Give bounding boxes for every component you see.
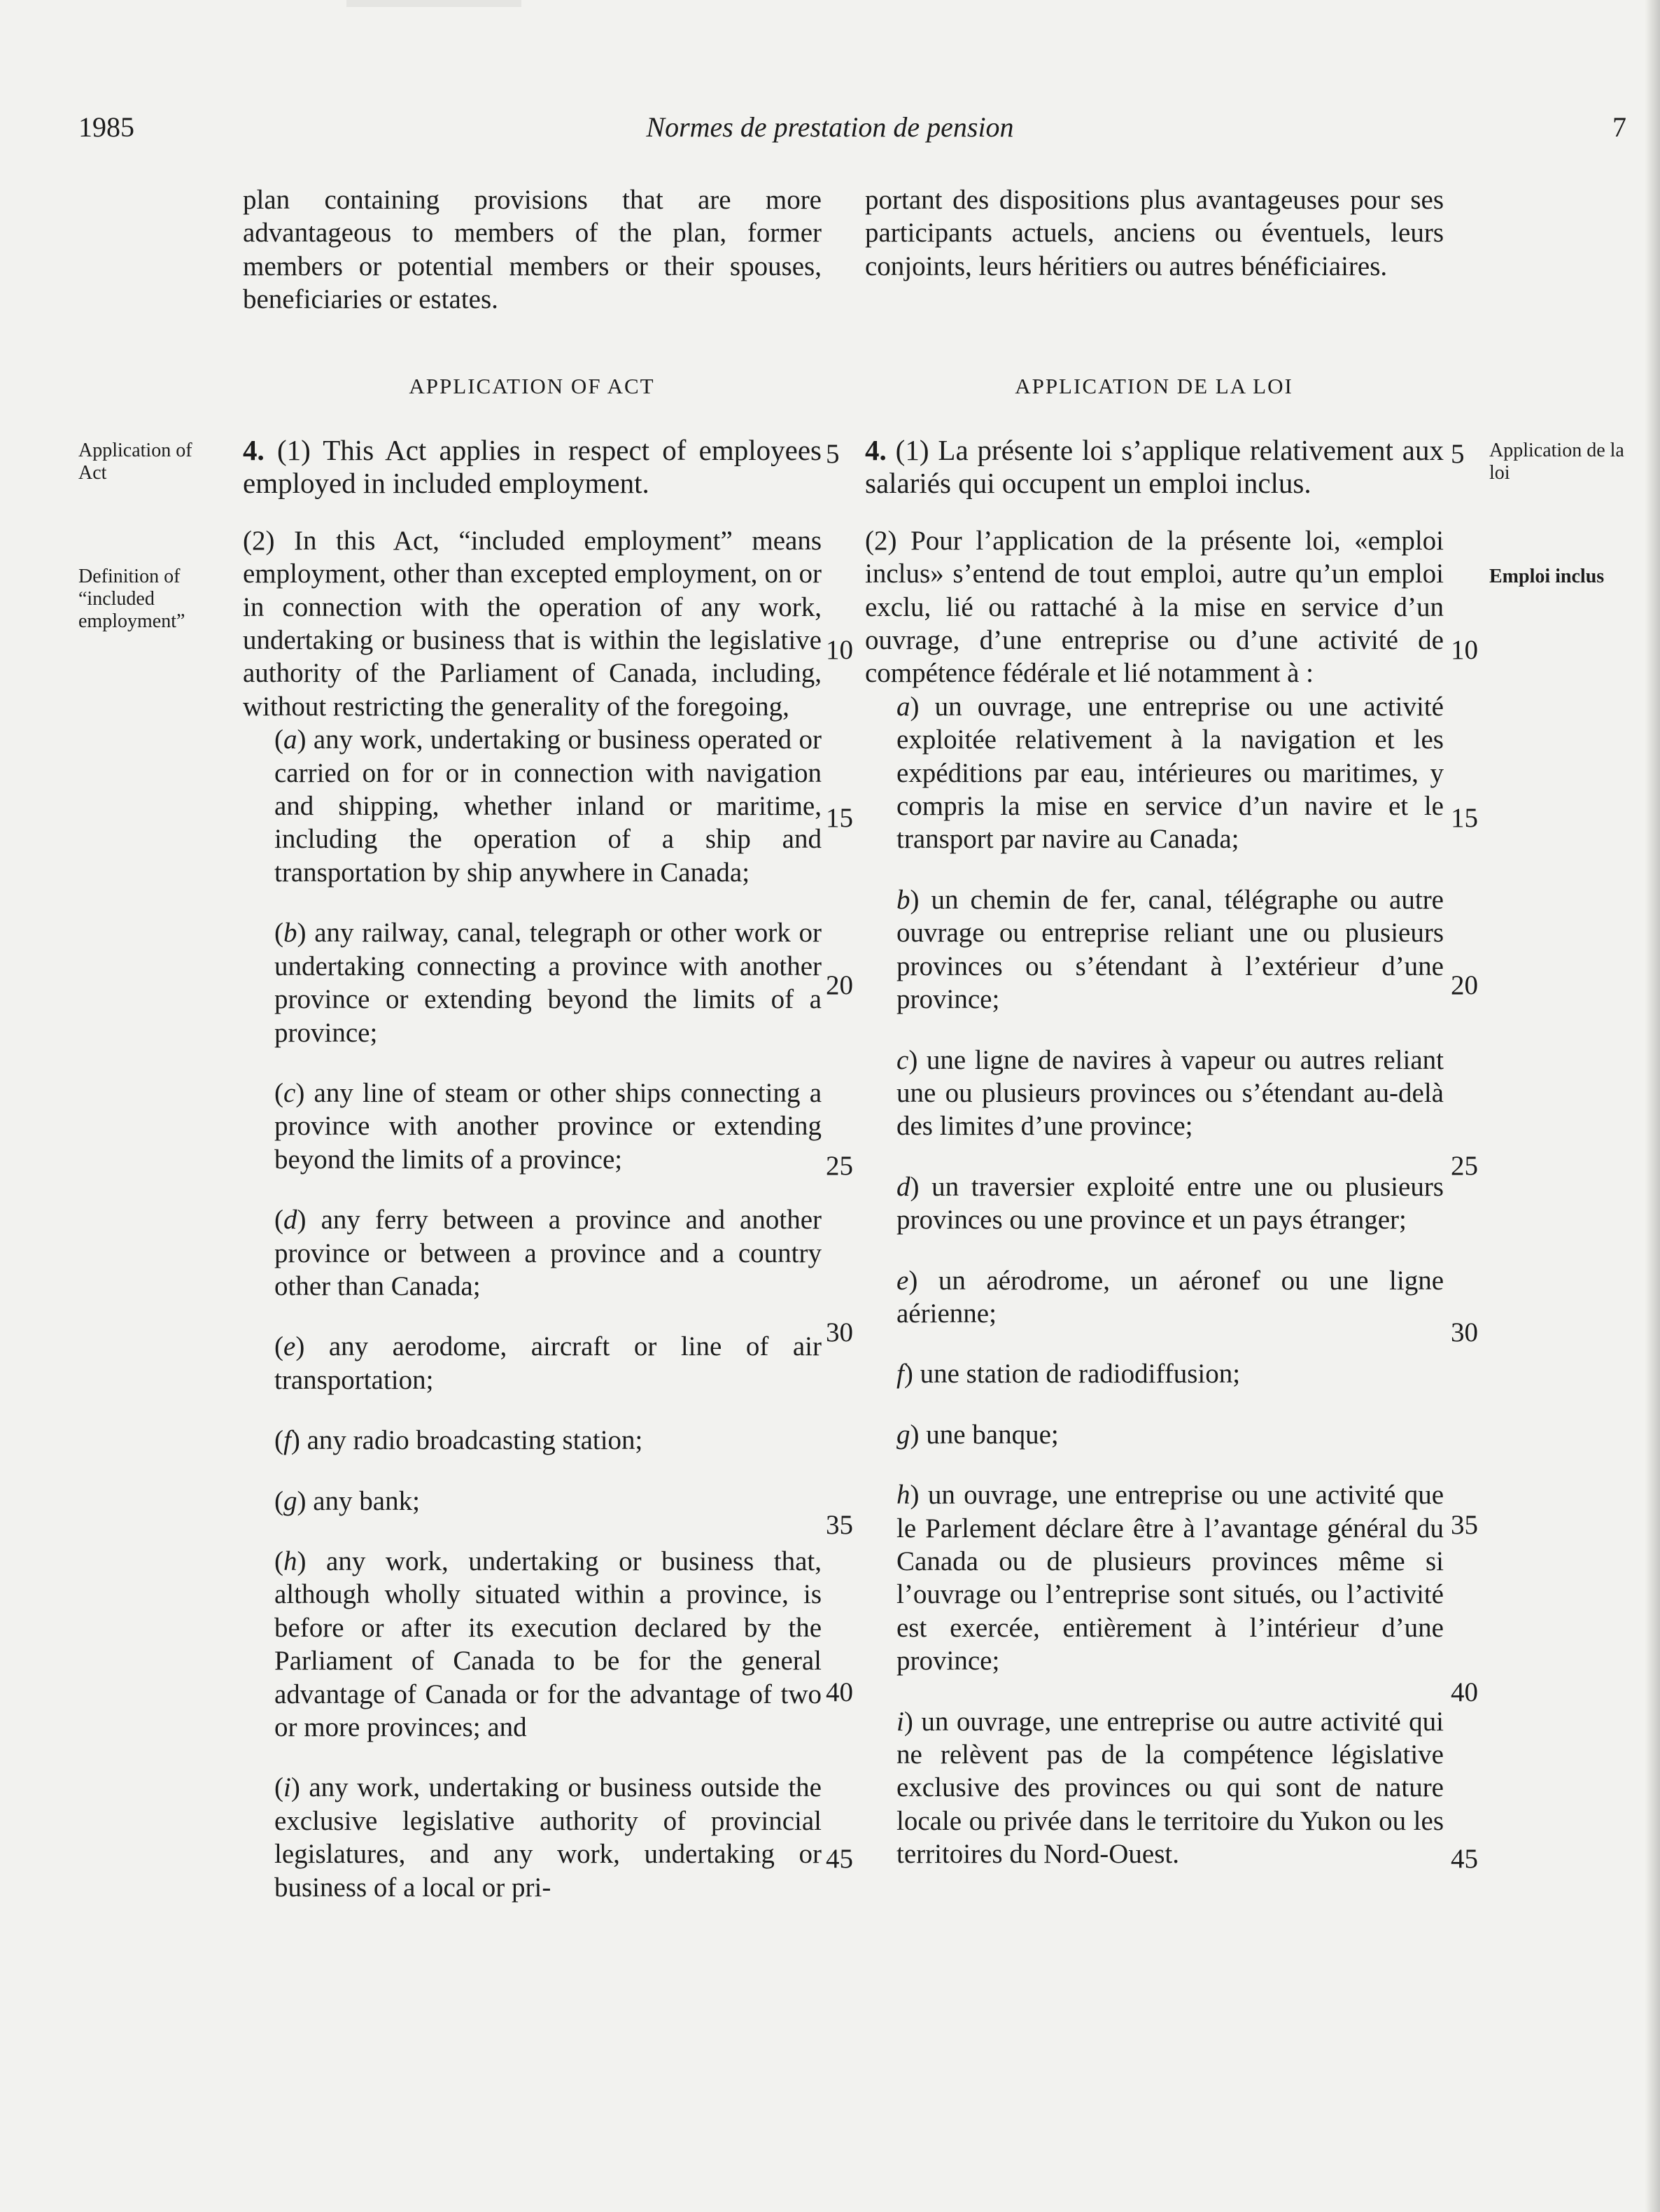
page-gutter-shadow (1645, 0, 1660, 2212)
list-item: (i) any work, undertaking or business outside the exclusive legislative authority of provincial legislatures, and any work, undertaking or business of a local or pri- (274, 1772, 822, 1903)
item-text: un ouvrage, une entreprise ou une activité que le Parlement déclare être à l’avantage général du Canada ou de plusieurs provinces même si l’ouvrage ou l’entreprise sont situés, ou l’activité est exercée, entièrement à l’intérieur d’une province; (896, 1480, 1444, 1676)
section-4-1-english: 4. (1) This Act applies in respect of employees employed in included employment. (243, 434, 822, 500)
list-item: (c) any line of steam or other ships connecting a province with another province or extending beyond the limits of a province; (274, 1077, 822, 1175)
item-text: une station de radiodiffusion; (913, 1359, 1241, 1390)
header-year: 1985 (78, 111, 134, 143)
section-number: 4. (865, 434, 887, 466)
list-item: h) un ouvrage, une entreprise ou une activité que le Parlement déclare être à l’avantage général du Canada ou de plusieurs provinces même si l’ouvrage ou l’entreprise sont situés, ou l’activité est exercée, entièrement à l’intérieur d’une province; (896, 1480, 1444, 1676)
line-number: 35 (1451, 1510, 1478, 1540)
item-letter: i (283, 1772, 291, 1803)
item-letter: f (283, 1425, 291, 1456)
english-items-list (243, 723, 822, 1904)
margin-note-application-fr: Application de la loi (1489, 440, 1624, 484)
item-text: un aérodrome, un aéronef ou une ligne aérienne; (896, 1265, 1444, 1329)
line-number: 5 (1451, 439, 1465, 469)
list-item: i) un ouvrage, une entreprise ou autre activité qui ne relèvent pas de la compétence législative exclusive des provinces ou qui sont de nature locale ou privée dans le territoire du Yukon ou les territoires du Nord-Ouest. (896, 1706, 1444, 1870)
item-letter: e (896, 1265, 909, 1296)
item-letter: i (896, 1706, 904, 1737)
list-item: (h) any work, undertaking or business that, although wholly situated within a province, is before or after its execution declared by the Parliament of Canada to be for the general advantage of Canada or for the advantage of two or more provinces; and (274, 1546, 822, 1742)
section-4-1-french: 4. (1) La présente loi s’applique relativement aux salariés qui occupent un emploi inclus. (865, 434, 1444, 500)
item-letter: d (896, 1171, 910, 1202)
line-number: 45 (826, 1844, 853, 1874)
item-letter: f (896, 1359, 904, 1390)
item-text: une ligne de navires à vapeur ou autres reliant une ou plusieurs provinces ou s’étendant au-delà des limites d’une province; (896, 1044, 1444, 1142)
list-item: (b) any railway, canal, telegraph or other work or undertaking connecting a province with another province or extending beyond the limits of a province; (274, 918, 822, 1048)
intro-french-text: portant des dispositions plus avantageuses pour ses participants actuels, anciens ou éventuels, leurs conjoints, leurs héritiers ou autres bénéficiaires. (865, 185, 1444, 281)
item-text: any railway, canal, telegraph or other work or undertaking connecting a province with another province or extending beyond the limits of a province; (274, 918, 822, 1048)
intro-french (865, 183, 1444, 283)
item-letter: a (896, 691, 910, 722)
heading-english: APPLICATION OF ACT (409, 374, 655, 398)
line-number: 5 (826, 439, 840, 469)
section-4-2-french: (2) Pour l’application de la présente loi, «emploi inclus» s’entend de tout emploi, autre qu’un emploi exclu, lié ou rattaché à la mise en service d’un ouvrage, d’une entreprise ou d’une activité de compétence fédérale et lié notamment à : (865, 525, 1444, 689)
line-number: 20 (1451, 970, 1478, 1000)
item-text: un ouvrage, une entreprise ou une activité exploitée relativement à la navigation et les expéditions par eau, intérieures ou maritimes, y compris la mise en service d’un navire et le transport par navire au Canada; (896, 691, 1444, 855)
item-letter: h (283, 1546, 297, 1576)
item-letter: d (283, 1205, 297, 1236)
margin-note-definition-en: Definition of “included employment” (78, 566, 185, 632)
item-text: une banque; (919, 1419, 1059, 1450)
item-letter: a (283, 724, 297, 755)
item-letter: b (283, 918, 297, 948)
margin-note-application-en: Application of Act (78, 440, 192, 484)
list-item: (d) any ferry between a province and another province or between a province and a country other than Canada; (274, 1205, 822, 1301)
heading-french: APPLICATION DE LA LOI (1015, 374, 1293, 398)
item-text: any line of steam or other ships connecting a province with another province or extending beyond the limits of a province; (274, 1077, 822, 1175)
item-text: any ferry between a province and another province or between a province and a country other than Canada; (274, 1205, 822, 1301)
item-text: any radio broadcasting station; (300, 1425, 643, 1456)
list-item: f) une station de radiodiffusion; (896, 1359, 1241, 1390)
item-text: any aerodome, aircraft or line of air transportation; (274, 1331, 822, 1395)
item-text: any bank; (306, 1485, 420, 1516)
line-number: 35 (826, 1510, 853, 1540)
line-number: 40 (1451, 1677, 1478, 1707)
list-item: (a) any work, undertaking or business operated or carried on for or in connection with navigation and shipping, whether inland or maritime, including the operation of a ship and transportation by ship anywhere in Canada; (274, 724, 822, 888)
item-letter: c (283, 1077, 296, 1108)
list-item: b) un chemin de fer, canal, télégraphe ou autre ouvrage ou entreprise reliant une ou plusieurs provinces ou s’étendant à l’extérieur d’une province; (896, 884, 1444, 1015)
item-text: any work, undertaking or business that, although wholly situated within a province, is before or after its execution declared by the Parliament of Canada to be for the general advantage of Canada or for the advantage of two or more provinces; and (274, 1546, 822, 1742)
margin-note-emploi-fr: Emploi inclus (1489, 566, 1605, 587)
intro-english-text: plan containing provisions that are more advantageous to members of the plan, former members or potential members or their spouses, beneficiaries or estates. (243, 185, 822, 315)
list-item: d) un traversier exploité entre une ou plusieurs provinces ou une province et un pays étranger; (896, 1171, 1444, 1236)
line-number: 10 (1451, 635, 1478, 665)
item-letter: g (896, 1419, 910, 1450)
item-text: any work, undertaking or business operated or carried on for or in connection with navigation and shipping, whether inland or maritime, including the operation of a ship and transportation by ship anywhere in Canada; (274, 724, 822, 888)
item-letter: g (283, 1485, 297, 1516)
french-column (865, 434, 1444, 1898)
header-title: Normes de prestation de pension (646, 111, 1014, 143)
english-column (243, 434, 822, 1931)
line-number: 25 (1451, 1151, 1478, 1181)
list-item: e) un aérodrome, un aéronef ou une ligne aérienne; (896, 1265, 1444, 1329)
page-number: 7 (1612, 111, 1626, 143)
line-number: 15 (826, 803, 853, 833)
list-item: (g) any bank; (274, 1485, 420, 1516)
line-number: 10 (826, 635, 853, 665)
line-number: 30 (826, 1317, 853, 1348)
line-number: 20 (826, 970, 853, 1000)
scan-edge-mark (346, 0, 521, 7)
list-item: c) une ligne de navires à vapeur ou autres reliant une ou plusieurs provinces ou s’étendant au-delà des limites d’une province; (896, 1044, 1444, 1142)
list-item: (e) any aerodome, aircraft or line of air transportation; (274, 1331, 822, 1395)
item-text: any work, undertaking or business outside the exclusive legislative authority of provincial legislatures, and any work, undertaking or business of a local or pri- (274, 1772, 822, 1903)
list-item: g) une banque; (896, 1419, 1059, 1450)
french-items-list (865, 690, 1444, 1871)
list-item: (f) any radio broadcasting station; (274, 1425, 643, 1456)
item-letter: e (283, 1331, 296, 1362)
line-number: 45 (1451, 1844, 1478, 1874)
line-number: 30 (1451, 1317, 1478, 1348)
section-number: 4. (243, 434, 265, 466)
item-letter: b (896, 884, 910, 915)
item-text: un traversier exploité entre une ou plusieurs provinces ou une province et un pays étranger; (896, 1171, 1444, 1236)
line-number: 40 (826, 1677, 853, 1707)
item-letter: c (896, 1044, 909, 1075)
list-item: a) un ouvrage, une entreprise ou une activité exploitée relativement à la navigation et les expéditions par eau, intérieures ou maritimes, y compris la mise en service d’un navire et le transport par navire au Canada; (896, 691, 1444, 855)
line-number: 25 (826, 1151, 853, 1181)
item-text: un ouvrage, une entreprise ou autre activité qui ne relèvent pas de la compétence législative exclusive des provinces ou qui sont de nature locale ou privée dans le territoire du Yukon ou les territoires du Nord-Ouest. (896, 1706, 1444, 1870)
line-number: 15 (1451, 803, 1478, 833)
item-text: un chemin de fer, canal, télégraphe ou autre ouvrage ou entreprise reliant une ou plusieurs provinces ou s’étendant à l’extérieur d’une province; (896, 884, 1444, 1015)
intro-english (243, 183, 822, 316)
section-4-2-english: (2) In this Act, “included employment” means employment, other than excepted employment, on or in connection with the operation of any work, undertaking or business that is within the legislative authority of the Parliament of Canada, including, without restricting the generality of the foregoing, (243, 525, 822, 722)
item-letter: h (896, 1480, 910, 1511)
